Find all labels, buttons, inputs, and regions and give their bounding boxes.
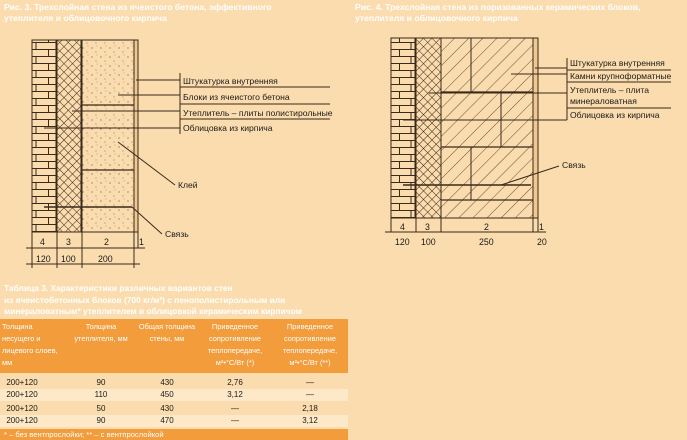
- table-row: [0, 389, 348, 401]
- figure-4-drawing: [351, 0, 687, 234]
- table-header-resistance-2: Приведенное сопротивление теплопередаче, м²•°С/Вт (**): [282, 322, 338, 367]
- fig4-brick-layer: [391, 38, 415, 218]
- figure-4-caption-line2: утеплителя и облицовочного кирпича: [355, 12, 518, 23]
- fig3-label-glue: Клей: [178, 180, 198, 190]
- fig3-dim-insulation: 100: [61, 254, 76, 264]
- fig3-plaster-layer: [134, 40, 138, 232]
- fig4-dim-insulation: 100: [421, 237, 436, 247]
- fig3-brick-layer: [32, 40, 56, 232]
- table-cell: 90: [96, 416, 106, 425]
- table-header-resistance-1: Приведенное сопротивление теплопередаче, м²•°С/Вт (*): [207, 322, 263, 367]
- fig4-dim-plaster: 20: [537, 237, 547, 247]
- table-cell: 90: [96, 378, 106, 387]
- table-cell: —: [306, 390, 314, 399]
- fig4-label-blocks: Камни крупноформатные: [570, 71, 672, 81]
- figure-3-caption: [4, 2, 272, 23]
- table-cell: —: [306, 378, 314, 387]
- figure-3-caption-line1: Рис. 3. Трехслойная стена из ячеистого бетона, эффективного: [4, 2, 272, 12]
- table-cell: 470: [160, 416, 174, 425]
- fig3-layer-2: 2: [104, 237, 109, 247]
- fig4-label-insulation-1: Утеплитель – плита: [570, 85, 650, 95]
- table-cell: 200+120: [6, 378, 38, 387]
- table-cell: —: [231, 404, 239, 413]
- table-cell: 110: [94, 390, 108, 399]
- table-cell: 450: [160, 390, 174, 399]
- fig3-dim-blocks: 200: [98, 254, 113, 264]
- table-header-insulation: Толщина утеплителя, мм: [74, 322, 128, 343]
- table-row: [0, 415, 348, 427]
- fig4-label-insulation-2: минераловатная: [570, 96, 637, 106]
- table-cell: 50: [96, 404, 106, 413]
- figure-3: [0, 0, 348, 282]
- table-cell: 430: [160, 378, 174, 387]
- figure-4-caption-line1: Рис. 4. Трехслойная стена из поризованных керамических блоков,: [355, 2, 641, 12]
- fig3-layer-3: 3: [66, 237, 71, 247]
- table-cell: 2,18: [302, 404, 318, 413]
- table-row: [0, 403, 348, 415]
- table-header-total: Общая толщина стены, мм: [138, 322, 196, 343]
- table-3-caption-line2: из ячеистобетонных блоков (700 кг/м³) с пенополистирольным или: [4, 294, 286, 305]
- table-cell: 200+120: [6, 404, 38, 413]
- fig4-label-plaster: Штукатурка внутренняя: [570, 58, 665, 68]
- table-3-footnote-text: * – без вентпрослойки; ** – с вентпрослойкой: [4, 430, 164, 439]
- fig3-layer-4: 4: [40, 237, 45, 247]
- fig4-layer-4: 4: [400, 222, 405, 232]
- fig4-layer-2: 2: [484, 222, 489, 232]
- fig4-block-layer: [441, 38, 533, 218]
- table-cell: 200+120: [6, 390, 38, 399]
- figure-3-caption-line2: утеплителя и облицовочного кирпича: [4, 12, 167, 23]
- fig3-label-tie: Связь: [165, 229, 189, 239]
- figure-3-drawing: [0, 0, 348, 282]
- fig3-label-plaster: Штукатурка внутренняя: [183, 76, 278, 86]
- table-3: [0, 282, 348, 440]
- table-cell: 430: [160, 404, 174, 413]
- table-3-caption-line3: минераловатным* утеплителем и облицовкой керамическим кирпичом: [4, 306, 302, 317]
- table-cell: 3,12: [227, 390, 243, 399]
- figure-4-dimensions: [351, 234, 687, 248]
- table-cell: 200+120: [6, 416, 38, 425]
- fig3-layer-1: 1: [139, 237, 144, 247]
- table-cell: 2,76: [227, 378, 243, 387]
- fig4-label-tie: Связь: [562, 160, 586, 170]
- table-header-thickness-layers: Толщина несущего и лицевого слоев, мм: [2, 322, 58, 367]
- fig3-dim-brick: 120: [36, 254, 51, 264]
- fig4-layer-1: 1: [539, 222, 544, 232]
- fig4-dim-block: 250: [479, 237, 494, 247]
- table-cell: 3,12: [302, 416, 318, 425]
- fig3-label-facing: Облицовка из кирпича: [183, 123, 273, 133]
- fig3-concrete-layer: [82, 40, 134, 232]
- table-3-caption: [4, 283, 302, 318]
- fig4-plaster-layer: [533, 38, 538, 218]
- figure-4-caption: [355, 2, 640, 23]
- table-cell: —: [231, 416, 239, 425]
- table-3-footnote: [0, 429, 348, 440]
- fig3-label-blocks: Блоки из ячеистого бетона: [183, 92, 290, 102]
- fig4-layer-3: 3: [425, 222, 430, 232]
- table-3-header: [0, 319, 348, 373]
- fig4-dim-brick: 120: [395, 237, 410, 247]
- table-row: [0, 377, 348, 389]
- fig4-label-facing: Облицовка из кирпича: [570, 110, 660, 120]
- table-3-caption-line1: Таблица 3. Характеристики различных вариантов стен: [4, 283, 233, 293]
- fig3-label-insulation: Утеплитель – плиты полистирольные: [183, 108, 333, 118]
- figure-4: [351, 0, 687, 234]
